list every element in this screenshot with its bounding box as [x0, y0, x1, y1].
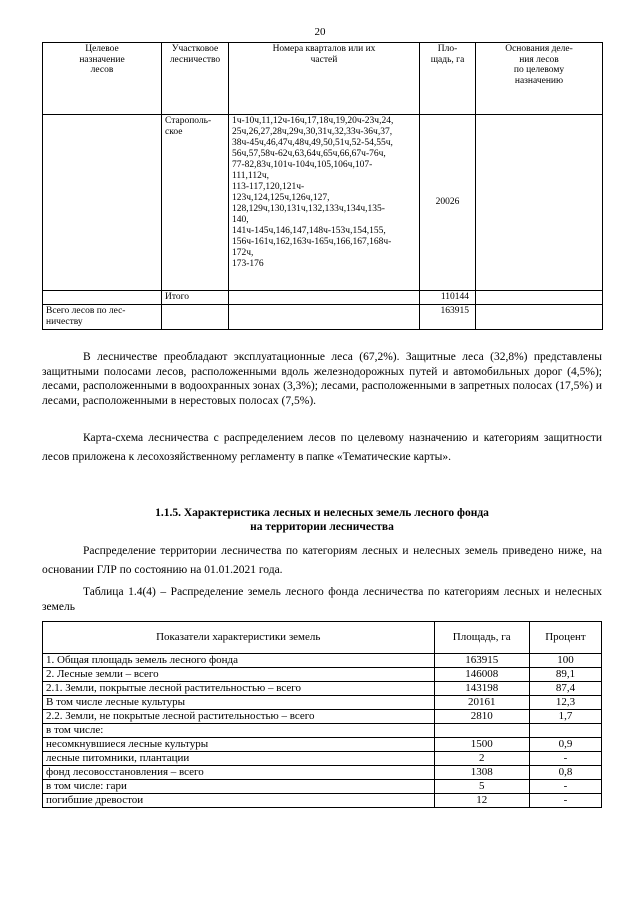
- basis-cell: [476, 305, 603, 330]
- land-categories-table: [42, 621, 602, 808]
- paragraph-forest-types: В лесничестве преобладают эксплуатационные леса (67,2%). Защитные леса (32,8%) представлены защитными полосами лесов, расположенными вдоль железнодорожных путей и автомобильных дорог (4,5%); лесами, расположенными в водоохранных зонах (3,3%); лесами, расположенными в запретных полосах (17,5%) и лесами, расположенными в нерестовых полосах (7,5%).: [42, 351, 602, 407]
- row-label: погибшие древостои: [43, 794, 435, 808]
- total-value: 163915: [420, 305, 476, 330]
- quarters-line: 25ч,26,27,28ч,29ч,30,31ч,32,33ч-36ч,37,: [232, 127, 393, 137]
- quarters-line: 140,: [232, 215, 249, 225]
- table-row: [43, 305, 603, 330]
- quarters-line: 77-82,83ч,101ч-104ч,105,106ч,107-: [232, 160, 373, 170]
- area-cell: 20026: [420, 115, 476, 291]
- quarters-line: 128,129ч,130,131ч,132,133ч,134ч,135-: [232, 204, 385, 214]
- total-label: Всего лесов по лес- ничеству: [43, 305, 162, 330]
- row-label: 2.2. Земли, не покрытые лесной растительностью – всего: [43, 710, 435, 724]
- table-row: [43, 291, 603, 305]
- quarters-line: 113-117,120,121ч-: [232, 182, 305, 192]
- row-area: 146008: [434, 668, 529, 682]
- basis-cell: [476, 115, 603, 291]
- row-percent: 0,9: [529, 738, 601, 752]
- quarters-line: 56ч,57,58ч-62ч,63,64ч,65ч,66,67ч-76ч,: [232, 149, 386, 159]
- table-row: [43, 794, 602, 808]
- row-percent: 100: [529, 654, 601, 668]
- page-number: 20: [314, 26, 326, 38]
- row-percent: 87,4: [529, 682, 601, 696]
- row-label: несомкнувшиеся лесные культуры: [43, 738, 435, 752]
- itogo-value: 110144: [420, 291, 476, 305]
- basis-cell: [476, 291, 603, 305]
- section-heading-line1: 1.1.5. Характеристика лесных и нелесных земель лесного фонда: [155, 507, 489, 519]
- row-area: 2810: [434, 710, 529, 724]
- table-row: [43, 654, 602, 668]
- row-area: 163915: [434, 654, 529, 668]
- district-cell: [162, 305, 229, 330]
- row-area: 2: [434, 752, 529, 766]
- row-label: лесные питомники, плантации: [43, 752, 435, 766]
- row-label: 2.1. Земли, покрытые лесной растительностью – всего: [43, 682, 435, 696]
- paragraph-distribution: Распределение территории лесничества по категориям лесных и нелесных земель приведено ниже, на основании ГЛР по состоянию на 01.01.2021 года.: [42, 545, 602, 576]
- quarters-cell: [229, 305, 420, 330]
- table-caption: Таблица 1.4(4) – Распределение земель лесного фонда лесничества по категориям лесных и нелесных земель: [42, 586, 602, 613]
- table-row: [43, 668, 602, 682]
- header-district: Участковое лесничество: [162, 43, 229, 115]
- row-label: фонд лесовосстановления – всего: [43, 766, 435, 780]
- row-area: 1500: [434, 738, 529, 752]
- header-percent: Процент: [529, 622, 601, 654]
- header-basis: Основания деле- ния лесов по целевому назначению: [476, 43, 603, 115]
- quarters-line: 111,112ч,: [232, 171, 269, 181]
- row-percent: -: [529, 780, 601, 794]
- table-row: [43, 696, 602, 710]
- forest-purpose-table: [42, 42, 603, 330]
- quarters-cell: [229, 115, 420, 291]
- table-row: [43, 752, 602, 766]
- header-purpose: Целевое назначение лесов: [43, 43, 162, 115]
- row-percent: -: [529, 752, 601, 766]
- row-percent: -: [529, 794, 601, 808]
- row-area: 20161: [434, 696, 529, 710]
- row-percent: 1,7: [529, 710, 601, 724]
- row-label: 1. Общая площадь земель лесного фонда: [43, 654, 435, 668]
- row-area: [434, 724, 529, 738]
- quarters-line: 156ч-161ч,162,163ч-165ч,166,167,168ч-: [232, 237, 392, 247]
- quarters-line: 173-176: [232, 259, 264, 269]
- row-percent: [529, 724, 601, 738]
- header-area: Пло- щадь, га: [420, 43, 476, 115]
- table-row: [43, 780, 602, 794]
- row-percent: 89,1: [529, 668, 601, 682]
- header-area: Площадь, га: [434, 622, 529, 654]
- row-label: В том числе лесные культуры: [43, 696, 435, 710]
- itogo-label: Итого: [162, 291, 229, 305]
- table-row: [43, 766, 602, 780]
- row-area: 143198: [434, 682, 529, 696]
- row-percent: 12,3: [529, 696, 601, 710]
- row-area: 12: [434, 794, 529, 808]
- purpose-cell: [43, 291, 162, 305]
- row-area: 5: [434, 780, 529, 794]
- row-label: в том числе: гари: [43, 780, 435, 794]
- table-row: [43, 710, 602, 724]
- quarters-line: 141ч-145ч,146,147,148ч-153ч,154,155,: [232, 226, 386, 236]
- quarters-cell: [229, 291, 420, 305]
- district-cell: Старополь- ское: [162, 115, 229, 291]
- section-heading-line2: на территории лесничества: [250, 521, 394, 533]
- header-quarters: Номера кварталов или их частей: [229, 43, 420, 115]
- quarters-line: 1ч-10ч,11,12ч-16ч,17,18ч,19,20ч-23ч,24,: [232, 116, 394, 126]
- quarters-line: 123ч,124,125ч,126ч,127,: [232, 193, 330, 203]
- table-row: [43, 115, 603, 291]
- row-label: в том числе:: [43, 724, 435, 738]
- row-label: 2. Лесные земли – всего: [43, 668, 435, 682]
- table-row: [43, 738, 602, 752]
- row-area: 1308: [434, 766, 529, 780]
- table-row: [43, 682, 602, 696]
- quarters-line: 38ч-45ч,46,47ч,48ч,49,50,51ч,52-54,55ч,: [232, 138, 393, 148]
- quarters-line: 172ч,: [232, 248, 254, 258]
- table-row: [43, 724, 602, 738]
- row-percent: 0,8: [529, 766, 601, 780]
- header-indicator: Показатели характеристики земель: [43, 622, 435, 654]
- paragraph-map-note: Карта-схема лесничества с распределением лесов по целевому назначению и категориям защитности лесов приложена к лесохозяйственному регламенту в папке «Тематические карты».: [42, 432, 602, 463]
- purpose-cell: [43, 115, 162, 291]
